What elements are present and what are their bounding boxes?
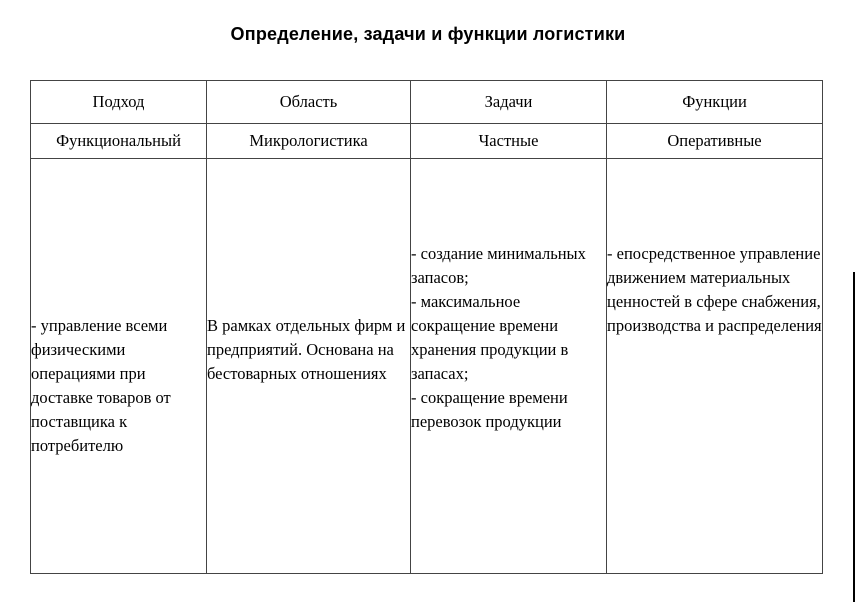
logistics-table <box>30 80 823 574</box>
header-row <box>31 81 823 124</box>
header-cell-area: Область <box>207 81 411 124</box>
body-cell-tasks <box>411 159 607 574</box>
header-cell-approach: Подход <box>31 81 207 124</box>
body-cell-approach <box>31 159 207 574</box>
subheader-cell-tasks: Частные <box>411 124 607 159</box>
body-cell-functions <box>607 159 823 574</box>
body-row <box>31 159 823 574</box>
body-text-approach: - управление всеми физическими операциями при доставке товаров от поставщика к потребителю <box>31 316 171 455</box>
edge-divider-line <box>853 272 855 602</box>
subheader-row <box>31 124 823 159</box>
subheader-cell-area: Микрологистика <box>207 124 411 159</box>
body-text-tasks: - создание минимальных запасов; - максимальное сокращение времени хранения продукции в запасах; - сокращение времени перевозок продукции <box>411 244 586 431</box>
header-cell-functions: Функции <box>607 81 823 124</box>
body-cell-area <box>207 159 411 574</box>
body-text-functions: - епосредственное управление движением материальных ценностей в сфере снабжения, производства и распределения <box>607 244 822 335</box>
subheader-cell-functions: Оперативные <box>607 124 823 159</box>
body-text-area: В рамках отдельных фирм и предприятий. Основана на бестоварных отношениях <box>207 316 406 383</box>
header-cell-tasks: Задачи <box>411 81 607 124</box>
subheader-cell-approach: Функциональный <box>31 124 207 159</box>
page-title: Определение, задачи и функции логистики <box>230 24 626 44</box>
